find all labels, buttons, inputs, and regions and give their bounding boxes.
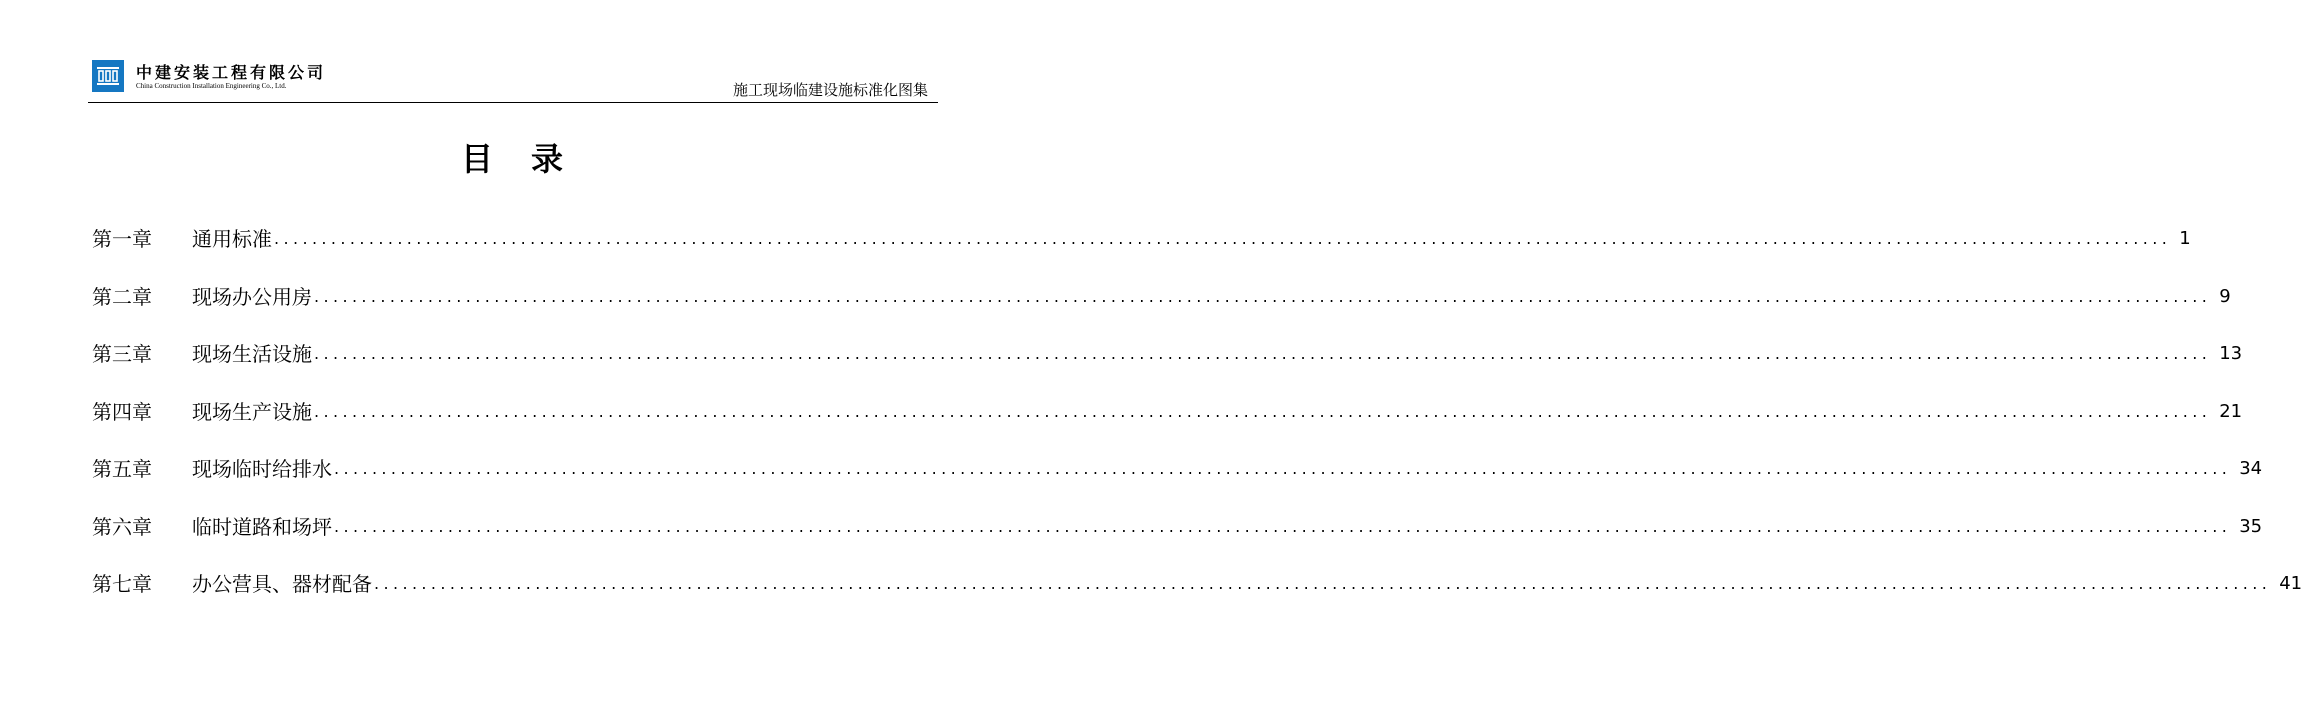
company-name-en: China Construction Installation Engineering Co., Ltd. xyxy=(136,82,287,90)
page-header xyxy=(88,54,938,104)
toc-chapter-title: 现场生活设施 xyxy=(192,342,312,366)
company-name-cn: 中建安装工程有限公司 xyxy=(136,63,327,82)
toc-page-number: 35 xyxy=(2239,515,2263,537)
toc-chapter-number: 第四章 xyxy=(92,399,152,424)
cscec-logo-icon xyxy=(92,60,124,92)
toc-chapter-title: 现场临时给排水 xyxy=(192,457,332,481)
toc-chapter-title: 现场生产设施 xyxy=(192,399,312,424)
header-divider xyxy=(88,102,938,103)
toc-leader-dots: ........................................................................................................................................................................................................ xyxy=(274,229,2172,248)
toc-chapter-number: 第一章 xyxy=(92,227,152,251)
toc-entry-chapter-2[interactable] xyxy=(92,282,2231,340)
document-title: 施工现场临建设施标准化图集 xyxy=(732,81,928,99)
toc-leader-dots: ........................................................................................................................................................................................................ xyxy=(314,401,2212,421)
toc-chapter-title: 通用标准 xyxy=(192,227,272,251)
toc-page-number: 1 xyxy=(2179,228,2191,249)
toc-chapter-number: 第五章 xyxy=(92,457,152,481)
toc-leader-dots: ........................................................................................................................................................................................................ xyxy=(314,344,2212,363)
toc-page-number: 21 xyxy=(2219,400,2243,422)
toc-chapter-number: 第二章 xyxy=(92,284,152,309)
toc-page-number: 34 xyxy=(2239,458,2263,479)
toc-page-number: 41 xyxy=(2279,573,2302,594)
toc-heading xyxy=(0,134,1024,180)
toc-chapter-number: 第七章 xyxy=(92,572,152,596)
toc-entry-chapter-7[interactable] xyxy=(92,569,2302,627)
toc-heading-char: 目 xyxy=(460,140,493,178)
toc-heading-char: 录 xyxy=(531,140,564,178)
toc-leader-dots: ........................................................................................................................................................................................................ xyxy=(314,286,2212,306)
toc-entry-chapter-3[interactable] xyxy=(92,339,2243,397)
toc-chapter-title: 办公营具、器材配备 xyxy=(192,572,372,596)
toc-chapter-number: 第三章 xyxy=(92,342,152,366)
toc-chapter-number: 第六章 xyxy=(92,514,152,539)
toc-leader-dots: ........................................................................................................................................................................................................ xyxy=(334,459,2232,478)
table-of-contents xyxy=(92,224,2302,627)
toc-leader-dots: ........................................................................................................................................................................................................ xyxy=(334,516,2232,536)
toc-leader-dots: ........................................................................................................................................................................................................ xyxy=(374,574,2272,593)
toc-page-number: 9 xyxy=(2219,285,2231,307)
toc-entry-chapter-4[interactable] xyxy=(92,397,2243,455)
toc-chapter-title: 临时道路和场坪 xyxy=(192,514,332,539)
toc-page-number: 13 xyxy=(2219,343,2243,364)
toc-entry-chapter-1[interactable] xyxy=(92,224,2191,282)
toc-entry-chapter-5[interactable] xyxy=(92,454,2263,512)
toc-chapter-title: 现场办公用房 xyxy=(192,284,312,309)
toc-entry-chapter-6[interactable] xyxy=(92,512,2263,570)
